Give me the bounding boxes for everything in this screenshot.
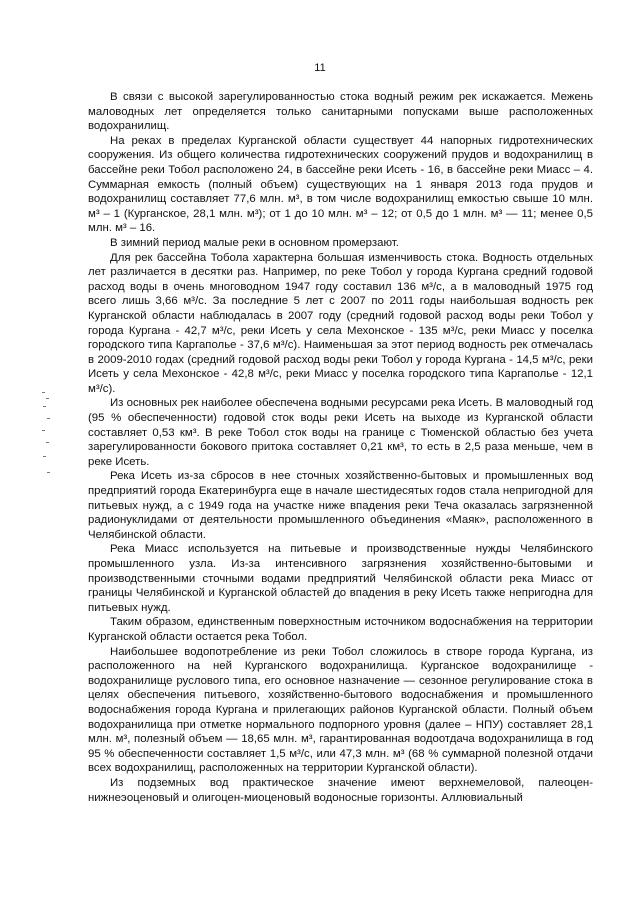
margin-marks — [40, 392, 52, 482]
paragraph: В связи с высокой зарегулированностью стока водный режим рек искажается. Межень маловодных лет определяется только санитарными попусками выше расположенных водохранилищ. — [88, 91, 593, 133]
paragraph: Река Исеть из-за сбросов в нее сточных хозяйственно-бытовых и промышленных вод предприятий города Екатеринбурга еще в начале шестидесятых годов стала непригодной для питьевых нужд, а с 1949 года на участке ниже впадения реки Теча оказалась загрязненной радионуклидами от деятельности промышленного объединения «Маяк», расположенного в Челябинской области. — [88, 470, 593, 541]
body-text — [88, 90, 593, 805]
paragraph: Для рек бассейна Тобола характерна большая изменчивость стока. Водность отдельных лет различается в десятки раз. Например, по реке Тобол у города Кургана средний годовой расход воды в очень многоводном 1947 году составил 136 м³/с, а в маловодный 1975 год всего лишь 3,66 м³/с. За последние 5 лет с 2007 по 2011 годы наибольшая водность рек Курганской области наблюдалась в 2007 году (средний годовой расход воды реки Тобол у города Кургана - 42,7 м³/с, реки Исеть у села Мехонское - 135 м³/с, реки Миасс у поселка городского типа Каргаполье - 37,6 м³/с). Наименьшая за этот период водность рек отмечалась в 2009-2010 годах (средний годовой расход воды реки Тобол у города Кургана - 14,5 м³/с, реки Исеть у села Мехонское - 42,8 м³/с, реки Миасс у поселка городского типа Каргаполье - 12,1 м³/с). — [88, 251, 593, 395]
paragraph: Наибольшее водопотребление из реки Тобол сложилось в створе города Кургана, из расположенного на ней Курганского водохранилища. Курганское водохранилище - водохранилище руслового типа, его основное назначение — сезонное регулирование стока в целях обеспечения питьевого, хозяйственно-бытового водоснабжения и промышленного водоснабжения города Кургана и прилегающих районов Курганской области. Полный объем водохранилища при отметке нормального подпорного уровня (далее – НПУ) составляет 28,1 млн. м³, полезный объем — 18,65 млн. м³, гарантированная водоотдача водохранилища в год 95 % обеспеченности составляет 1,5 м³/с, или 47,3 млн. м³ (68 % суммарной полезной отдачи всех водохранилищ, расположенных на территории Курганской области). — [88, 645, 593, 775]
paragraph: Таким образом, единственным поверхностным источником водоснабжения на территории Курганской области остается река Тобол. — [88, 616, 593, 643]
paragraph: На реках в пределах Курганской области существует 44 напорных гидротехнических сооружения. Из общего количества гидротехнических сооружений прудов и водохранилищ в бассейне реки Тобол расположено 24, в бассейне реки Исеть - 16, в бассейне реки Миасс – 4. Суммарная емкость (полный объем) существующих на 1 января 2013 года прудов и водохранилищ составляет 77,6 млн. м³, в том числе водохранилищ емкостью свыше 10 млн. м³ – 1 (Курганское, 28,1 млн. м³); от 1 до 10 млн. м³ – 12; от 0,5 до 1 млн. м³ — 11; менее 0,5 млн. м³ – 16. — [88, 134, 593, 235]
paragraph: Река Миасс используется на питьевые и производственные нужды Челябинского промышленного узла. Из-за интенсивного загрязнения хозяйственно-бытовыми и производственными сточными водами предприятий Челябинской области река Миасс от границы Челябинской и Курганской областей до впадения в реку Исеть также непригодна для питьевых нужд. — [88, 543, 593, 614]
paragraph: В зимний период малые реки в основном промерзают. — [110, 236, 399, 249]
paragraph: Из подземных вод практическое значение имеют верхнемеловой, палеоцен-нижнеэоценовый и олигоцен-миоценовый водоносные горизонты. Аллювиальный — [88, 776, 593, 804]
paragraph: Из основных рек наиболее обеспечена водными ресурсами река Исеть. В маловодный год (95 % обеспеченности) годовой сток воды реки Исеть на выходе из Курганской области составляет 0,53 км³. В реке Тобол сток воды на границе с Тюменской областью без учета зарегулированности бокового притока составляет 0,21 км³, то есть в 2,5 раза меньше, чем в реке Исеть. — [88, 397, 593, 468]
page-number: 11 — [314, 62, 326, 74]
